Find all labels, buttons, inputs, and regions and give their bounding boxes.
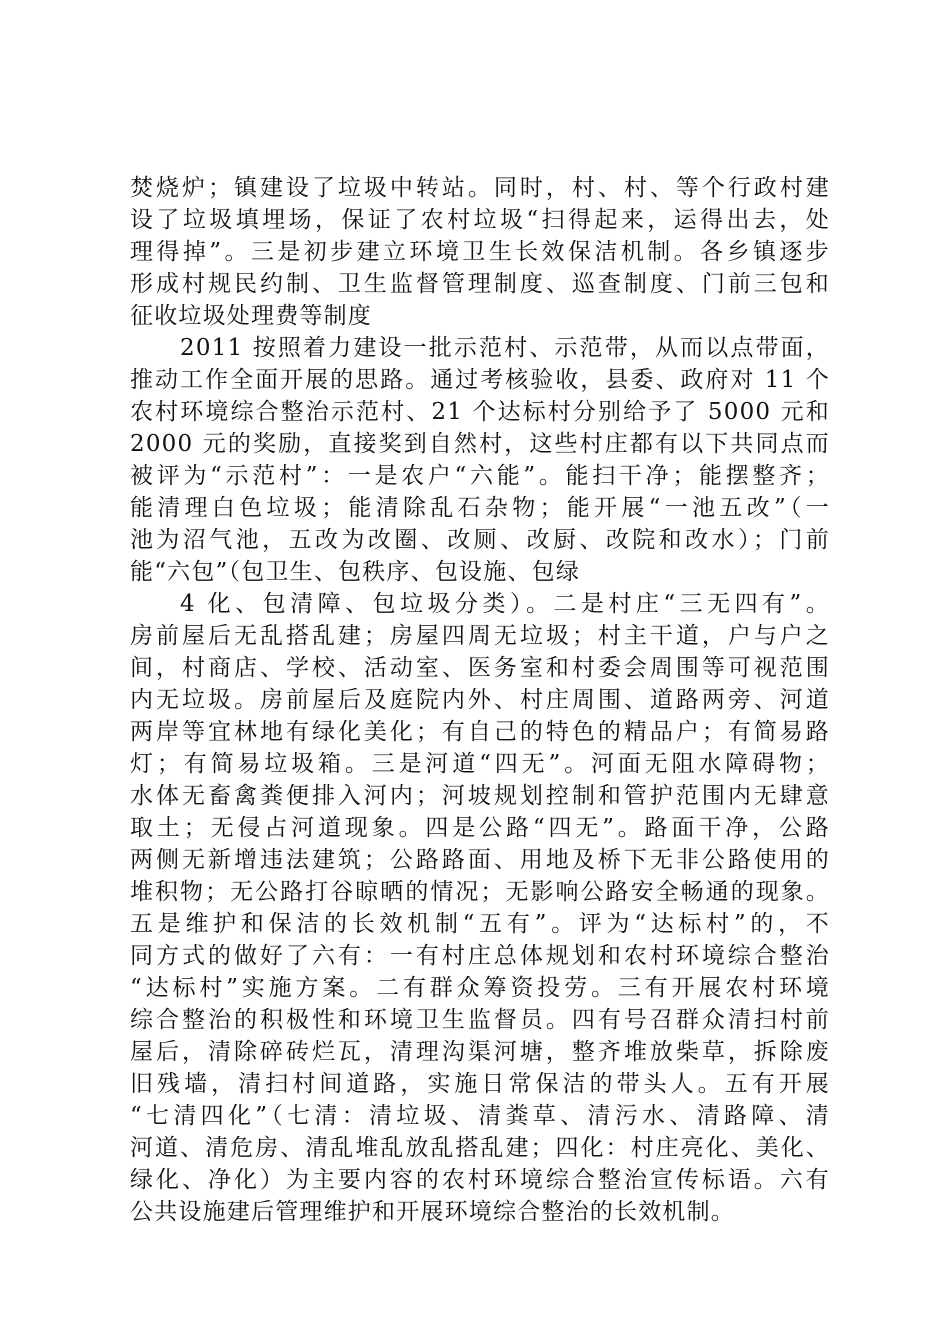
text-line: 五是维护和保洁的长效机制“五有”。评为“达标村”的，不	[130, 911, 830, 937]
text-line: “七清四化”（七清：清垃圾、清粪草、清污水、清路障、清	[130, 1103, 830, 1129]
text-line: 房前屋后无乱搭乱建；房屋四周无垃圾；村主干道，户与户之	[130, 623, 830, 649]
text-line: 旧残墙，清扫村间道路，实施日常保洁的带头人。五有开展	[130, 1071, 830, 1097]
text-line: 两侧无新增违法建筑；公路路面、用地及桥下无非公路使用的	[130, 847, 830, 873]
text-line: 形成村规民约制、卫生监督管理制度、巡查制度、门前三包和	[130, 271, 830, 297]
text-line: 征收垃圾处理费等制度	[130, 303, 372, 329]
text-line: 被评为“示范村”：一是农户“六能”。能扫干净；能摆整齐；	[130, 463, 830, 489]
text-line: 同方式的做好了六有：一有村庄总体规划和农村环境综合整治	[130, 943, 830, 969]
text-line: 水体无畜禽粪便排入河内；河坡规划控制和管护范围内无肆意	[130, 783, 830, 809]
text-line: 间，村商店、学校、活动室、医务室和村委会周围等可视范围	[130, 655, 830, 681]
document-page	[130, 172, 830, 1228]
text-line: 焚烧炉；镇建设了垃圾中转站。同时，村、村、等个行政村建	[130, 175, 830, 201]
text-line: 设了垃圾填埋场，保证了农村垃圾“扫得起来，运得出去，处	[130, 207, 830, 233]
text-line: 公共设施建后管理维护和开展环境综合整治的长效机制。	[130, 1199, 735, 1225]
text-line: 能“六包”（包卫生、包秩序、包设施、包绿	[130, 559, 581, 585]
text-line: 4 化、包清障、包垃圾分类）。二是村庄“三无四有”。	[180, 591, 830, 617]
text-line: 推动工作全面开展的思路。通过考核验收，县委、政府对 11 个	[130, 367, 830, 393]
text-line: 河道、清危房、清乱堆乱放乱搭乱建；四化：村庄亮化、美化、	[130, 1135, 830, 1161]
text-line: 农村环境综合整治示范村、21 个达标村分别给予了 5000 元和	[130, 399, 830, 425]
text-line: 内无垃圾。房前屋后及庭院内外、村庄周围、道路两旁、河道	[130, 687, 830, 713]
text-line: 取土；无侵占河道现象。四是公路“四无”。路面干净，公路	[130, 815, 830, 841]
text-line: 屋后，清除碎砖烂瓦，清理沟渠河塘，整齐堆放柴草，拆除废	[130, 1039, 830, 1065]
text-line: 堆积物；无公路打谷晾晒的情况；无影响公路安全畅通的现象。	[130, 879, 830, 905]
text-line: 两岸等宜林地有绿化美化；有自己的特色的精品户；有简易路	[130, 719, 830, 745]
text-line: 绿化、净化）为主要内容的农村环境综合整治宣传标语。六有	[130, 1167, 830, 1193]
text-line: 综合整治的积极性和环境卫生监督员。四有号召群众清扫村前	[130, 1007, 830, 1033]
text-line: 灯；有简易垃圾箱。三是河道“四无”。河面无阻水障碍物；	[130, 751, 830, 777]
text-line: 2011 按照着力建设一批示范村、示范带，从而以点带面，	[180, 335, 830, 361]
text-line: “达标村”实施方案。二有群众筹资投劳。三有开展农村环境	[130, 975, 830, 1001]
text-line: 能清理白色垃圾；能清除乱石杂物；能开展“一池五改”（一	[130, 495, 830, 521]
text-line: 池为沼气池，五改为改圈、改厕、改厨、改院和改水）；门前	[130, 527, 830, 553]
text-line: 2000 元的奖励，直接奖到自然村，这些村庄都有以下共同点而	[130, 431, 830, 457]
text-line: 理得掉”。三是初步建立环境卫生长效保洁机制。各乡镇逐步	[130, 239, 830, 265]
